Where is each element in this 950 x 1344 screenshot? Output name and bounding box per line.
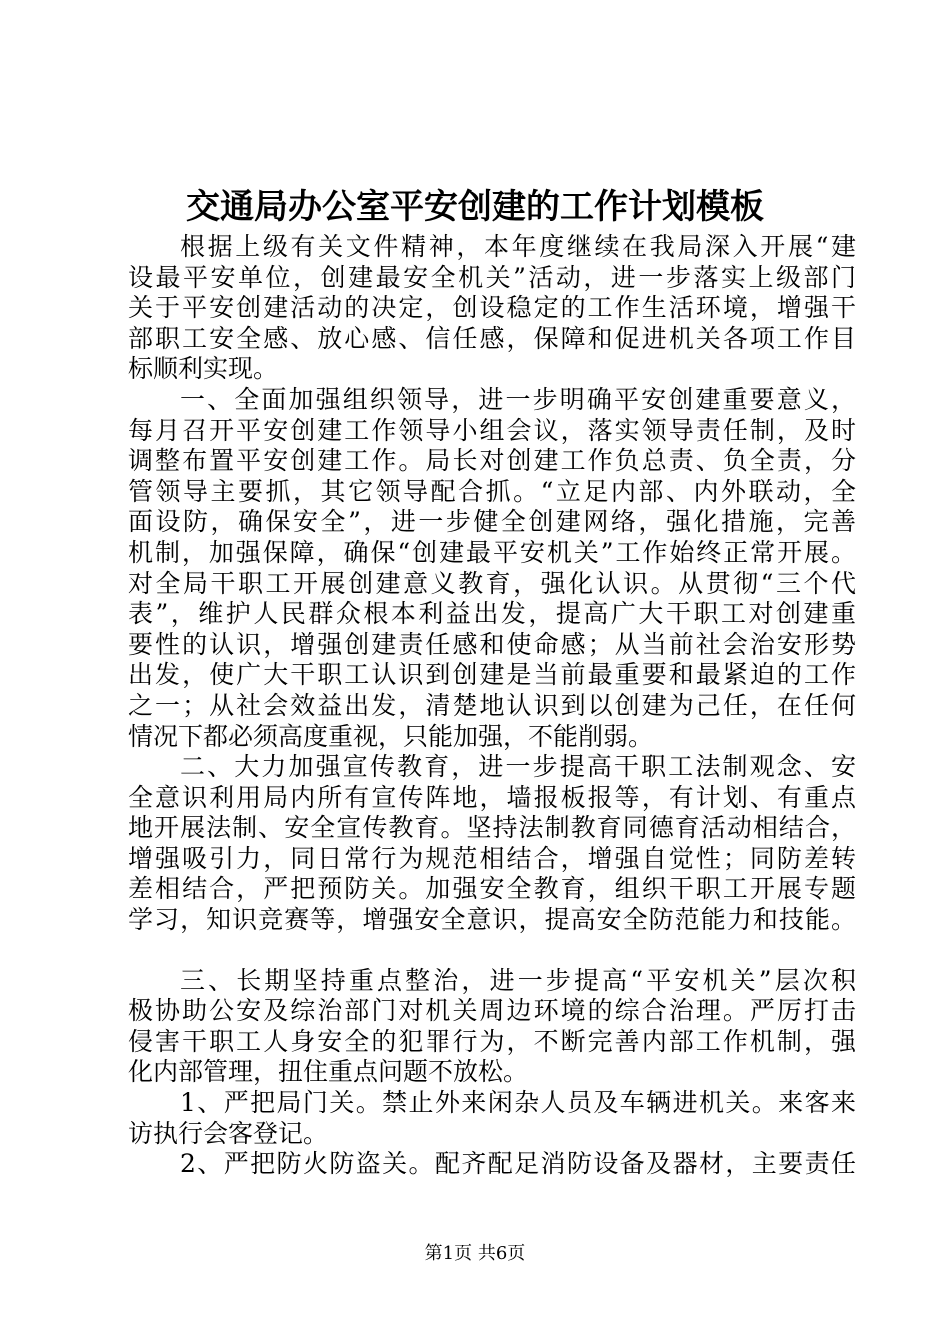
body-line: 机制，加强保障，确保“创建最平安机关”工作始终正常开展。 [128, 537, 856, 567]
body-line: 差相结合，严把预防关。加强安全教育，组织干职工开展专题 [128, 874, 856, 904]
body-line: 侵害干职工人身安全的犯罪行为，不断完善内部工作机制，强 [128, 1026, 856, 1056]
body-line: 标顺利实现。 [128, 354, 279, 384]
body-line: 对全局干职工开展创建意义教育，强化认识。从贯彻“三个代 [128, 568, 856, 598]
body-line: 管领导主要抓，其它领导配合抓。“立足内部、内外联动，全 [128, 476, 856, 506]
body-line: 全意识利用局内所有宣传阵地，墙报板报等，有计划、有重点 [128, 782, 856, 812]
body-line: 设最平安单位，创建最安全机关”活动，进一步落实上级部门 [128, 262, 856, 292]
body-line: 之一；从社会效益出发，清楚地认识到以创建为己任，在任何 [128, 690, 856, 720]
body-line: 关于平安创建活动的决定，创设稳定的工作生活环境，增强干 [128, 293, 856, 323]
document-body [128, 232, 856, 1180]
body-line: 1、严把局门关。禁止外来闲杂人员及车辆进机关。来客来 [180, 1088, 856, 1118]
body-line: 地开展法制、安全宣传教育。坚持法制教育同德育活动相结合， [128, 813, 856, 843]
body-line: 根据上级有关文件精神，本年度继续在我局深入开展“建 [180, 232, 856, 261]
body-line: 化内部管理，扭住重点问题不放松。 [128, 1057, 529, 1087]
body-line: 每月召开平安创建工作领导小组会议，落实领导责任制，及时 [128, 415, 856, 445]
body-line: 二、大力加强宣传教育，进一步提高干职工法制观念、安 [180, 752, 856, 782]
body-line: 一、全面加强组织领导，进一步明确平安创建重要意义， [180, 384, 856, 414]
body-line: 表”，维护人民群众根本利益出发，提高广大干职工对创建重 [128, 599, 856, 629]
body-line: 学习，知识竞赛等，增强安全意识，提高安全防范能力和技能。 [128, 905, 856, 935]
body-line: 调整布置平安创建工作。局长对创建工作负总责、负全责，分 [128, 446, 856, 476]
body-line: 三、长期坚持重点整治，进一步提高“平安机关”层次积 [180, 965, 856, 995]
body-line: 要性的认识，增强创建责任感和使命感；从当前社会治安形势 [128, 629, 856, 659]
document-title: 交通局办公室平安创建的工作计划模板 [186, 187, 764, 227]
body-line: 2、严把防火防盗关。配齐配足消防设备及器材，主要责任 [180, 1149, 856, 1179]
paragraph-gap [128, 936, 856, 966]
body-line: 出发，使广大干职工认识到创建是当前最重要和最紧迫的工作 [128, 660, 856, 690]
body-line: 情况下都必须高度重视，只能加强，不能削弱。 [128, 721, 654, 751]
page-footer: 第1页 共6页 [424, 1243, 526, 1264]
body-line: 面设防，确保安全”，进一步健全创建网络，强化措施，完善 [128, 507, 856, 537]
body-line: 增强吸引力，同日常行为规范相结合，增强自觉性；同防差转 [128, 843, 856, 873]
body-line: 极协助公安及综治部门对机关周边环境的综合治理。严厉打击 [128, 996, 856, 1026]
body-line: 部职工安全感、放心感、信任感，保障和促进机关各项工作目 [128, 323, 856, 353]
body-line: 访执行会客登记。 [128, 1118, 329, 1148]
